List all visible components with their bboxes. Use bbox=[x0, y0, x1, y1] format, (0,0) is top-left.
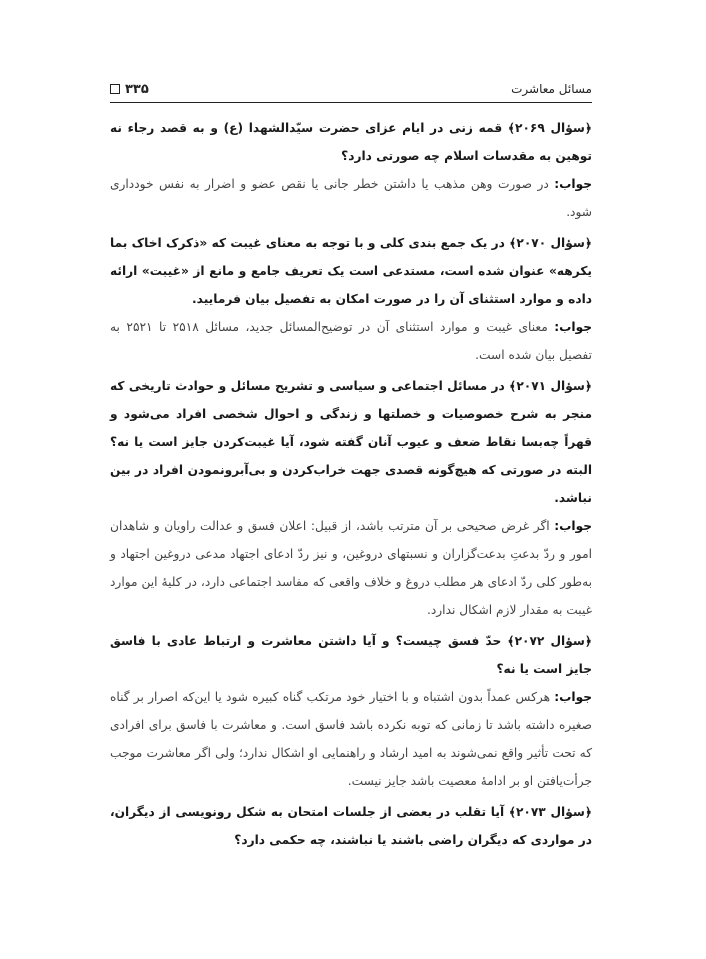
answer-label: جواب: bbox=[554, 177, 593, 191]
answer-paragraph bbox=[110, 512, 592, 624]
running-title: مسائل معاشرت bbox=[511, 82, 592, 96]
page-body bbox=[110, 114, 592, 857]
qa-block bbox=[110, 798, 592, 854]
page-header bbox=[110, 78, 592, 100]
answer-label: جواب: bbox=[554, 690, 592, 704]
qa-block bbox=[110, 114, 592, 226]
square-icon bbox=[110, 84, 120, 94]
answer-paragraph bbox=[110, 683, 592, 795]
answer-text: اگر غرض صحیحی بر آن مترتب باشد، از قبیل: اعلان فسق و عدالت راویان و شاهدان امور و ردّ بدعتِ بدعت‌گزاران و نسبتهای دروغین، و نیز ردّ ادعای اجتهاد مدعی دروغین اجتهاد و به‌طور کلی ردّ ادعای هر مطلب دروغ و خلاف واقعی که مفاسد اجتماعی دارد، در کلیهٔ این موارد غیبت به مقدار لازم اشکال ندارد. bbox=[110, 519, 592, 617]
answer-paragraph bbox=[110, 313, 592, 369]
answer-label: جواب: bbox=[554, 519, 592, 533]
question-text: ﴿سؤال ۲۰۷۳﴾ آیا تقلب در بعضی از جلسات امتحان به شکل رونویسی از دیگران، در مواردی که دیگران راضی باشند یا نباشند، چه حکمی دارد؟ bbox=[110, 805, 592, 847]
qa-block bbox=[110, 627, 592, 795]
answer-paragraph bbox=[110, 170, 592, 226]
header-divider bbox=[110, 102, 592, 103]
question-text: ﴿سؤال ۲۰۷۰﴾ در یک جمع بندی کلی و با توجه به معنای غیبت که «ذکرک اخاک بما یکرهه» عنوان شده است، مستدعی است یک تعریف جامع و مانع از «غیبت» ارائه داده و موارد استثنای آن را در صورت امکان به تفصیل بیان فرمایید. bbox=[110, 236, 592, 306]
page-number: ۳۳۵ bbox=[125, 81, 149, 97]
question-text: ﴿سؤال ۲۰۶۹﴾ قمه زنی در ایام عزای حضرت سیّدالشهدا (ع) و به قصد رجاء نه توهین به مقدسات اسلام چه صورتی دارد؟ bbox=[110, 121, 592, 163]
answer-label: جواب: bbox=[554, 320, 592, 334]
question-text: ﴿سؤال ۲۰۷۱﴾ در مسائل اجتماعی و سیاسی و تشریح مسائل و حوادث تاریخی که منجر به شرح خصوصیات و خصلتها و زندگی و احوال شخصی افراد می‌شود و قهراً چه‌بسا نقاط ضعف و عیوب آنان گفته شود، آیا غیبت‌کردن جایز است یا نه؟ البته در صورتی که هیچ‌گونه قصدی جهت خراب‌کردن و بی‌آبرونمودن افراد در بین نباشد. bbox=[110, 379, 593, 505]
qa-block bbox=[110, 372, 592, 624]
page-number-group bbox=[110, 82, 149, 97]
answer-text: معنای غیبت و موارد استثنای آن در توضیح‌المسائل جدید، مسائل ۲۵۱۸ تا ۲۵۲۱ به تفصیل بیان شده است. bbox=[110, 320, 592, 362]
answer-text: هرکس عمداً بدون اشتباه و با اختیار خود مرتکب گناه کبیره شود یا این‌که اصرار بر گناه صغیره داشته باشد تا زمانی که توبه نکرده باشد فاسق است. و معاشرت با فاسق برای افرادی که تحت تأثیر واقع نمی‌شوند به امید ارشاد و راهنمایی او اشکال ندارد؛ ولی اگر معاشرت موجب جرأت‌یافتن او بر ادامهٔ معصیت باشد جایز نیست. bbox=[110, 690, 592, 788]
answer-text: در صورت وهن مذهب یا داشتن خطر جانی یا نقص عضو و اضرار به نفس خودداری شود. bbox=[110, 177, 592, 219]
question-text: ﴿سؤال ۲۰۷۲﴾ حدّ فسق چیست؟ و آیا داشتن معاشرت و ارتباط عادی با فاسق جایز است یا نه؟ bbox=[110, 634, 592, 676]
qa-block bbox=[110, 229, 592, 369]
